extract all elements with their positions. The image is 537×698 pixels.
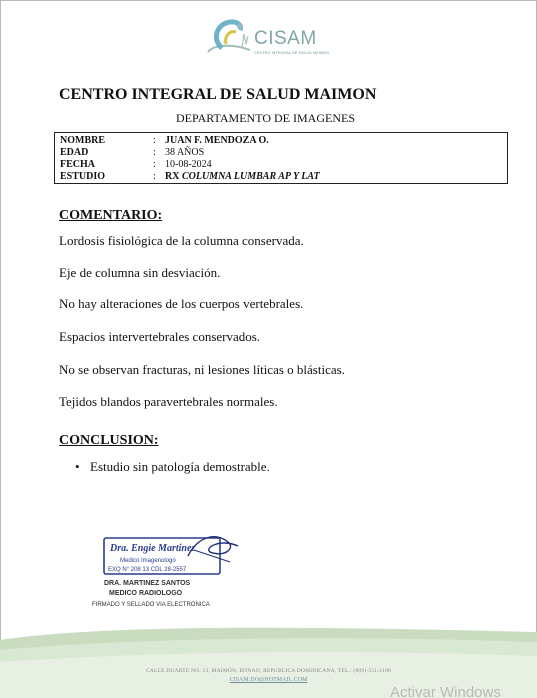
- doctor-stamp: [98, 528, 248, 580]
- cisam-emblem-icon: [204, 14, 254, 58]
- cisam-logo: [204, 14, 332, 58]
- signature-stroke-icon: [194, 550, 230, 562]
- signature-note: FIRMADO Y SELLADO VIA ELECTRONICA: [92, 602, 210, 608]
- info-colon: :: [153, 147, 156, 158]
- bullet-icon: •: [75, 459, 80, 474]
- os-activation-watermark: Activar Windows: [390, 684, 501, 698]
- patient-age-value: 38 AÑOS: [165, 147, 205, 158]
- stamp-role: Medico Imagenologo: [120, 558, 176, 564]
- patient-info-box: [54, 132, 508, 184]
- study-name: COLUMNA LUMBAR AP Y LAT: [181, 171, 320, 182]
- finding-line: Espacios intervertebrales conservados.: [59, 329, 261, 344]
- finding-line: Eje de columna sin desviación.: [59, 265, 221, 280]
- comentario-heading: COMENTARIO:: [59, 208, 163, 223]
- finding-line: No se observan fracturas, ni lesiones líticas o blásticas.: [59, 362, 345, 377]
- stamp-name: Dra. Engie Martinez: [110, 543, 196, 554]
- footer-address: CALLE DUARTE NO. 13, MAIMÓN, BONAO, REPUBLICA DOMINICANA, TEL.: (809)-551-2196: [145, 668, 392, 674]
- study-date-value: 10-08-2024: [165, 159, 212, 170]
- conclusion-item: Estudio sin patología demostrable.: [90, 459, 270, 474]
- stamp-exequatur: EXQ N° 208 13 CDL 28-2557: [108, 567, 187, 573]
- department-name: DEPARTAMENTO DE IMAGENES: [176, 111, 355, 125]
- study-value: [165, 171, 320, 183]
- footer-email-link[interactable]: CISAM.DO@HOTMAIL.COM: [229, 677, 308, 683]
- signature-scribble-icon: [188, 537, 238, 556]
- info-label: ESTUDIO: [60, 171, 106, 182]
- signature-doctor: DRA. MARTINEZ SANTOS: [104, 580, 191, 587]
- logo-wordmark: CISAM: [254, 28, 317, 49]
- info-colon: :: [153, 171, 156, 182]
- signature-title: MEDICO RADIOLOGO: [109, 590, 183, 597]
- finding-line: Lordosis fisiológica de la columna conservada.: [59, 233, 304, 248]
- conclusion-heading: CONCLUSION:: [59, 433, 159, 448]
- patient-name-value: JUAN F. MENDOZA O.: [165, 135, 269, 146]
- report-title: CENTRO INTEGRAL DE SALUD MAIMON: [59, 86, 377, 103]
- info-colon: :: [153, 159, 156, 170]
- info-label: FECHA: [60, 159, 95, 170]
- finding-line: Tejidos blandos paravertebrales normales.: [59, 394, 278, 409]
- info-colon: :: [153, 135, 156, 146]
- info-label: NOMBRE: [60, 135, 105, 146]
- logo-subtitle: CENTRO INTEGRAL DE SALUD MAIMON: [254, 51, 329, 55]
- study-prefix: RX: [165, 171, 180, 182]
- info-label: EDAD: [60, 147, 89, 158]
- finding-line: No hay alteraciones de los cuerpos vertebrales.: [59, 296, 304, 311]
